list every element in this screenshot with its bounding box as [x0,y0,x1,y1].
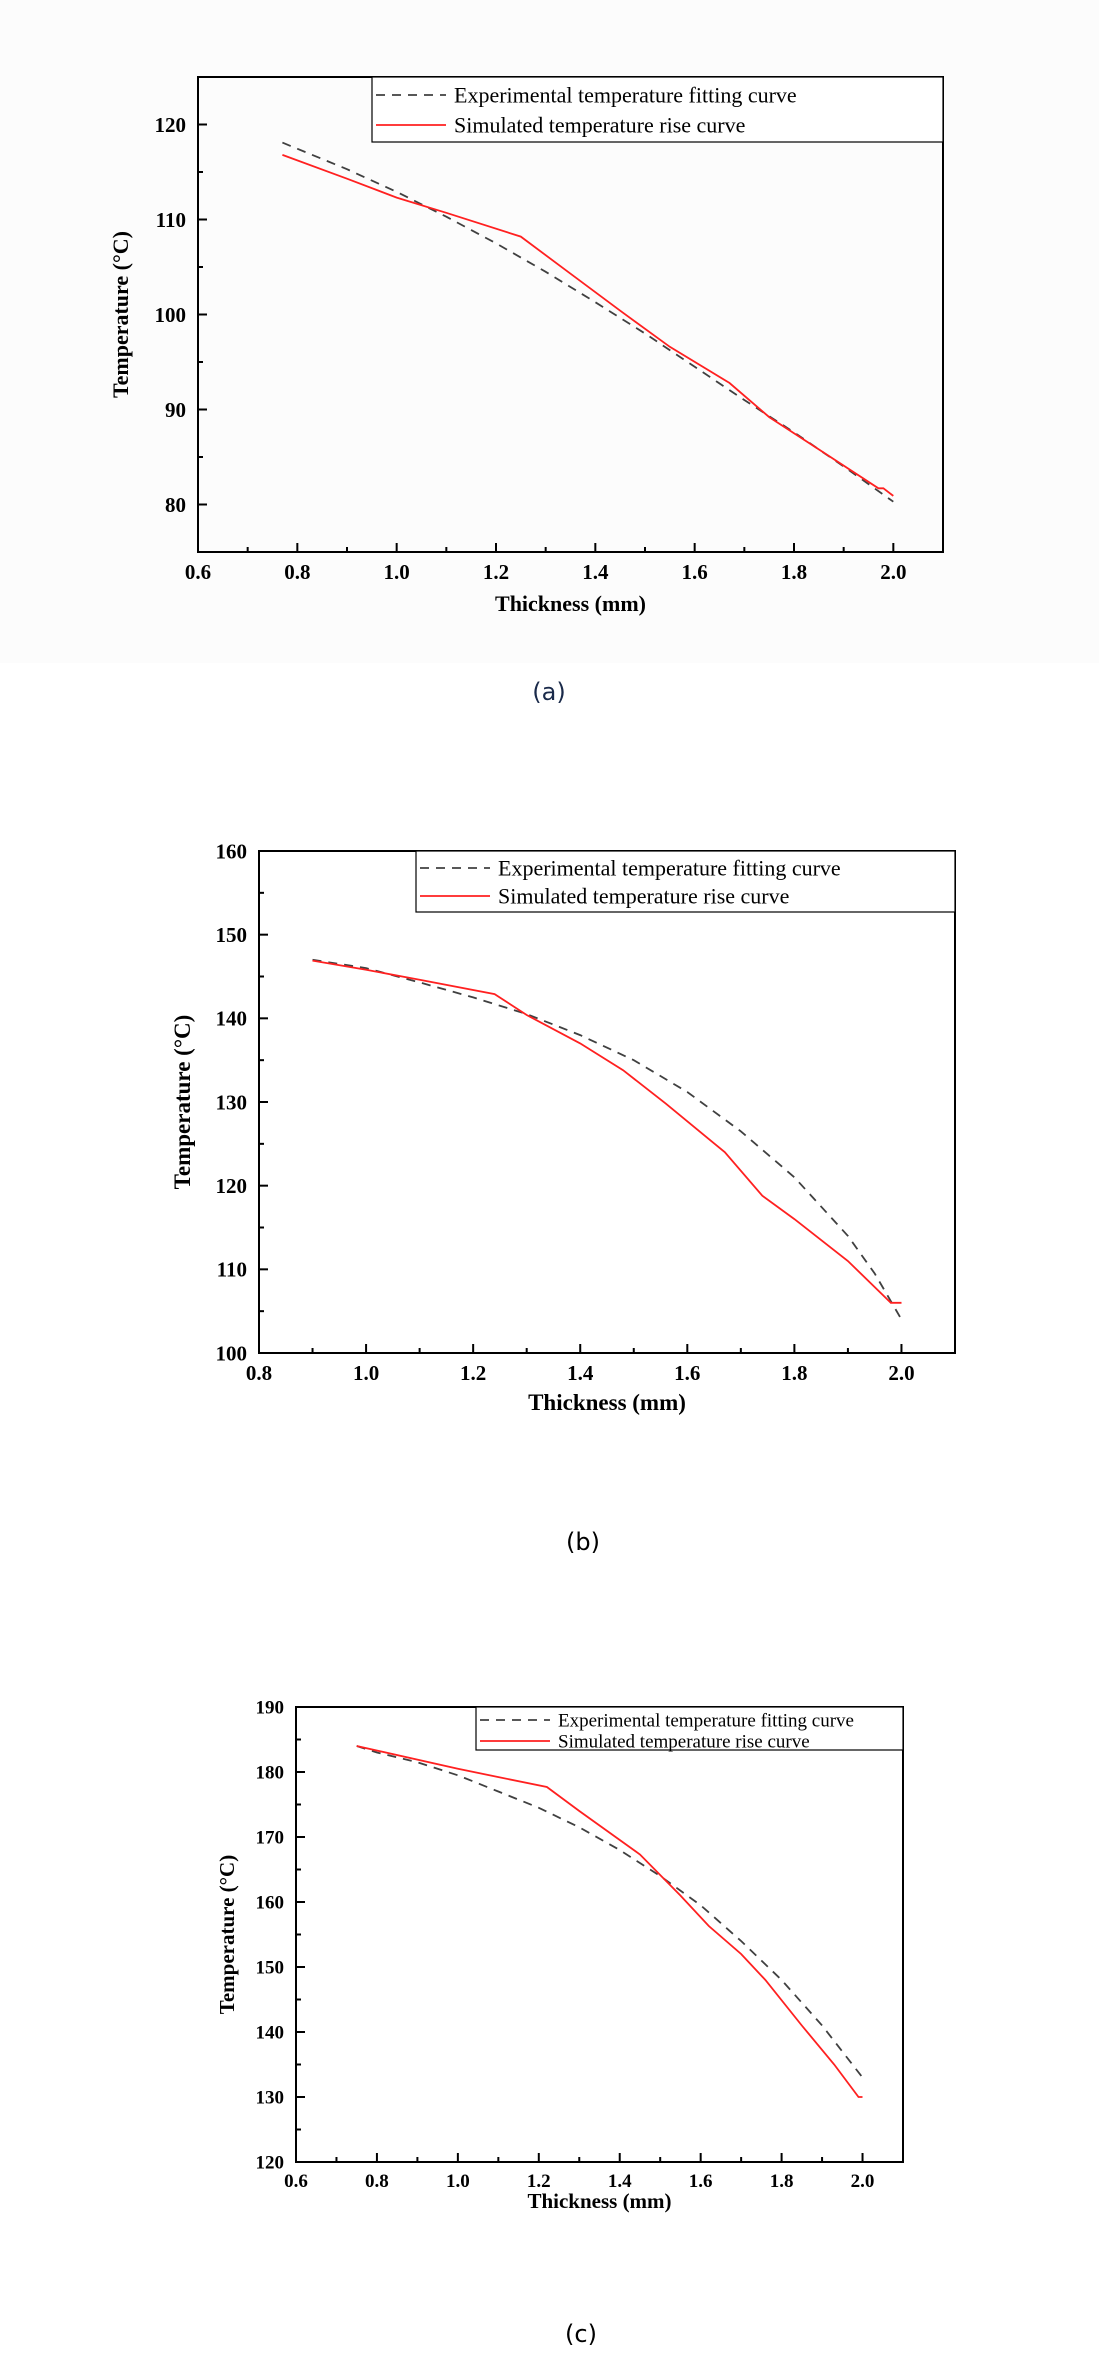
x-tick-label: 1.2 [482,560,510,584]
y-tick-label: 120 [255,2152,284,2174]
simulated-curve [282,155,893,496]
x-tick-label: 0.8 [284,560,311,584]
chart-c [215,1698,903,2213]
experimental-curve [282,143,893,502]
x-tick-label: 0.6 [284,2171,308,2192]
x-tick-label: 1.2 [526,2171,551,2192]
x-axis-title: Thickness (mm) [527,2189,672,2213]
y-tick-label: 130 [255,2087,284,2109]
x-tick-label: 1.0 [352,1361,380,1385]
y-tick-label: 160 [215,839,247,864]
y-tick-label: 80 [165,492,186,517]
x-tick-label: 1.6 [688,2171,713,2192]
simulated-curve [357,1746,863,2097]
y-tick-label: 110 [216,1257,247,1282]
y-tick-label: 170 [255,1827,284,1849]
x-tick-label: 0.8 [245,1361,273,1385]
x-tick-label: 1.4 [607,2171,632,2192]
x-tick-label: 1.8 [780,560,808,584]
x-axis-title: Thickness (mm) [528,1390,686,1415]
y-tick-label: 120 [154,112,186,137]
y-tick-label: 120 [215,1174,247,1199]
chart-a [108,77,943,616]
y-tick-label: 140 [215,1006,247,1031]
caption-a: (a) [532,678,566,706]
legend-label: Experimental temperature fitting curve [558,1710,854,1732]
legend-label: Simulated temperature rise curve [454,112,746,138]
y-tick-label: 150 [215,923,247,948]
y-tick-label: 100 [154,302,186,327]
y-tick-label: 110 [155,207,186,232]
x-tick-label: 1.4 [582,560,609,584]
y-axis-title: Temperature (°C) [170,1014,195,1190]
x-tick-label: 1.0 [383,560,410,584]
y-tick-label: 140 [255,2022,284,2044]
y-axis-title: Temperature (°C) [108,230,133,399]
y-tick-label: 90 [165,397,186,422]
x-tick-label: 1.4 [567,1361,594,1385]
x-tick-label: 1.0 [445,2171,470,2192]
x-tick-label: 0.6 [184,560,212,584]
x-tick-label: 2.0 [888,1361,915,1385]
y-tick-label: 180 [255,1762,284,1784]
x-tick-label: 1.6 [681,560,708,584]
experimental-curve [357,1746,863,2078]
y-axis-title: Temperature (°C) [215,1854,239,2015]
x-tick-label: 1.6 [674,1361,701,1385]
plot-frame [259,851,955,1353]
legend-label: Simulated temperature rise curve [558,1731,810,1753]
y-tick-label: 160 [255,1892,284,1914]
plot-frame [296,1707,903,2162]
simulated-curve [313,961,902,1303]
x-tick-label: 0.8 [365,2171,389,2192]
caption-c: (c) [565,2320,597,2348]
y-tick-label: 190 [255,1697,284,1719]
x-tick-label: 1.2 [460,1361,487,1385]
y-tick-label: 150 [255,1957,284,1979]
x-tick-label: 1.8 [769,2171,794,2192]
x-tick-label: 2.0 [880,560,907,584]
experimental-curve [313,960,902,1320]
caption-b: (b) [566,1528,600,1556]
plot-frame [198,77,943,552]
x-tick-label: 1.8 [781,1361,808,1385]
x-tick-label: 2.0 [850,2171,875,2192]
legend-label: Experimental temperature fitting curve [454,82,797,108]
y-tick-label: 130 [215,1090,247,1115]
legend-label: Simulated temperature rise curve [498,883,790,909]
y-tick-label: 100 [215,1341,247,1366]
legend-label: Experimental temperature fitting curve [498,855,841,881]
chart-b [170,839,955,1415]
x-axis-title: Thickness (mm) [495,591,646,616]
